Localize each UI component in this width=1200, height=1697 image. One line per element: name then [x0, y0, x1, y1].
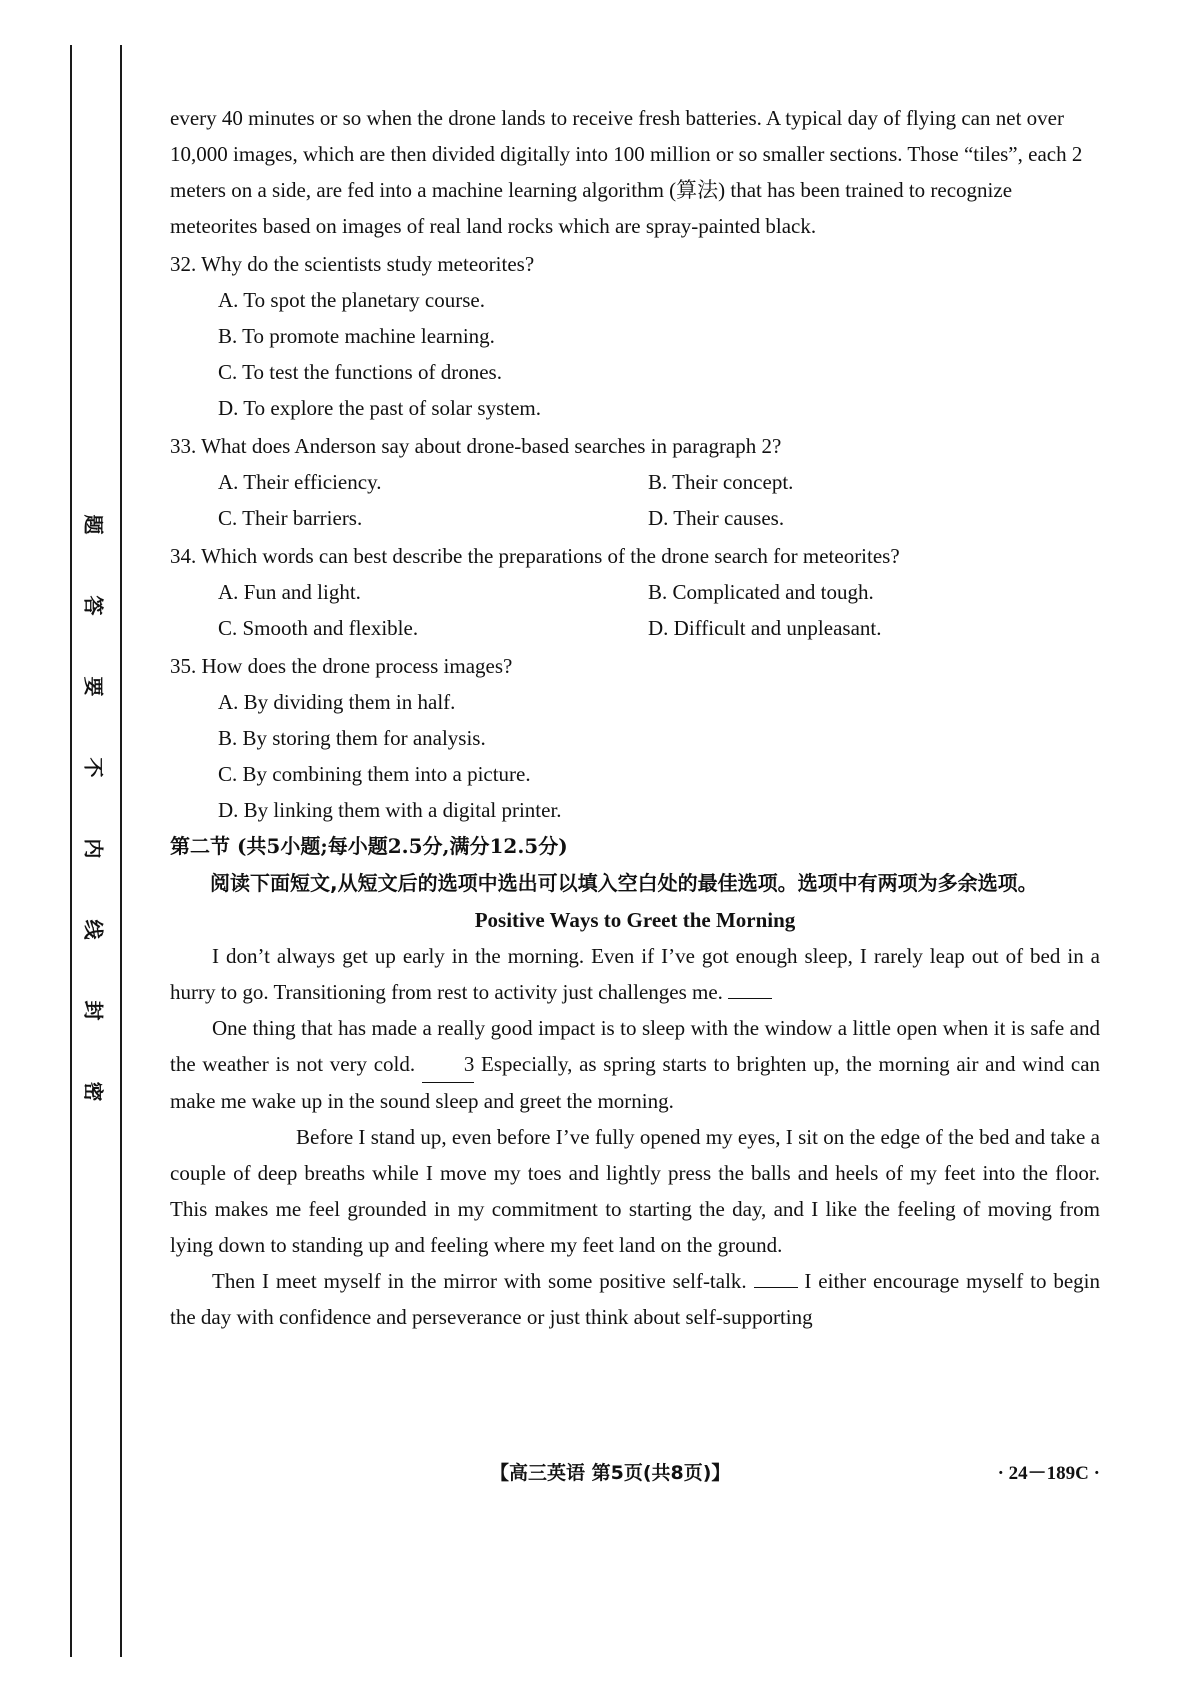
question-33 [170, 428, 1100, 536]
option-grid [170, 464, 1100, 536]
seal-char: 封 [81, 1000, 106, 1021]
paragraph-text: Then I meet myself in the mirror with some positive self-talk. [212, 1269, 747, 1293]
seal-char: 内 [81, 838, 106, 859]
passage-continuation: every 40 minutes or so when the drone lands to receive fresh batteries. A typical day of flying can net over 10,000 images, which are then divided digitally into 100 million or so smaller sections. Those “tiles”, each 2 meters on a side, are fed into a machine learning algorithm (算法) that has been trained to recognize meteorites based on images of real land rocks which are spray-painted black. [170, 106, 1083, 238]
option-b[interactable]: B. Their concept. [648, 470, 794, 494]
question-34 [170, 538, 1100, 646]
page-number-label: 【高三英语 第5页(共8页)】 [490, 1462, 731, 1484]
option-b[interactable]: B. Complicated and tough. [648, 580, 874, 604]
option-c[interactable]: C. Smooth and flexible. [218, 616, 419, 640]
question-stem: 34. Which words can best describe the preparations of the drone search for meteorites? [170, 544, 900, 568]
paragraph-text: One thing that has made a really good impact is to sleep with the window a little open when it is safe and the weather is not very cold. [170, 1016, 1100, 1076]
section-instructions: 阅读下面短文,从短文后的选项中选出可以填入空白处的最佳选项。选项中有两项为多余选项。 [210, 871, 1038, 895]
paragraph-text: Especially, as spring starts to brighten up, the morning air and wind can make me wake up in the sound sleep and greet the morning. [170, 1052, 1101, 1113]
seal-line-notice [82, 510, 108, 1106]
option-d[interactable]: D. By linking them with a digital printer. [218, 798, 562, 822]
paragraph-text: I either encourage myself to begin the day with confidence and perseverance or just think about self-supporting [170, 1269, 1100, 1329]
seal-char: 要 [81, 676, 106, 697]
question-32 [170, 246, 1100, 426]
answer-blank-37[interactable]: 3 [422, 1046, 475, 1083]
page-footer [170, 1458, 1100, 1488]
page-content [170, 100, 1100, 1335]
article-paragraph-2 [170, 1010, 1100, 1119]
option-b[interactable]: B. To promote machine learning. [218, 324, 495, 348]
question-35 [170, 648, 1100, 828]
option-a[interactable]: A. Fun and light. [218, 580, 361, 604]
binding-line-outer [70, 45, 72, 1657]
article-paragraph-1 [170, 938, 1100, 1010]
article-title: Positive Ways to Greet the Morning [474, 908, 796, 932]
option-d[interactable]: D. To explore the past of solar system. [218, 396, 541, 420]
question-stem: 32. Why do the scientists study meteorites? [170, 252, 535, 276]
option-d[interactable]: D. Their causes. [648, 506, 785, 530]
seal-char: 答 [81, 595, 106, 616]
article-body [170, 938, 1100, 1335]
seal-char: 密 [81, 1081, 106, 1102]
article-paragraph-3: Before I stand up, even before I’ve fully opened my eyes, I sit on the edge of the bed and take a couple of deep breaths while I move my toes and lightly press the balls and heels of my feet into the floor. This makes me feel grounded in my commitment to starting the day, and I like the feeling of moving from lying down to standing up and feeling where my feet land on the ground. [170, 1125, 1100, 1257]
option-list [170, 684, 1100, 828]
option-list [170, 282, 1100, 426]
article-paragraph-4 [170, 1263, 1100, 1335]
question-stem: 33. What does Anderson say about drone-based searches in paragraph 2? [170, 434, 782, 458]
exam-code: · 24－189C · [997, 1463, 1100, 1484]
option-grid [170, 574, 1100, 646]
option-a[interactable]: A. To spot the planetary course. [218, 288, 485, 312]
seal-char: 不 [81, 757, 106, 778]
seal-char: 题 [81, 514, 106, 535]
seal-char: 线 [81, 919, 106, 940]
option-c[interactable]: C. By combining them into a picture. [218, 762, 531, 786]
answer-blank-36[interactable] [728, 998, 772, 999]
option-a[interactable]: A. By dividing them in half. [218, 690, 456, 714]
option-a[interactable]: A. Their efficiency. [218, 470, 382, 494]
answer-blank-39[interactable] [754, 1287, 798, 1288]
option-c[interactable]: C. Their barriers. [218, 506, 363, 530]
paragraph-text: I don’t always get up early in the morning. Even if I’ve got enough sleep, I rarely leap out of bed in a hurry to go. Transitioning from rest to activity just challenges me. [170, 944, 1100, 1004]
option-b[interactable]: B. By storing them for analysis. [218, 726, 486, 750]
option-c[interactable]: C. To test the functions of drones. [218, 360, 502, 384]
option-d[interactable]: D. Difficult and unpleasant. [648, 616, 882, 640]
section-heading: 第二节 (共5小题;每小题2.5分,满分12.5分) [170, 834, 568, 858]
question-stem: 35. How does the drone process images? [170, 654, 513, 678]
binding-line-inner [120, 45, 122, 1657]
